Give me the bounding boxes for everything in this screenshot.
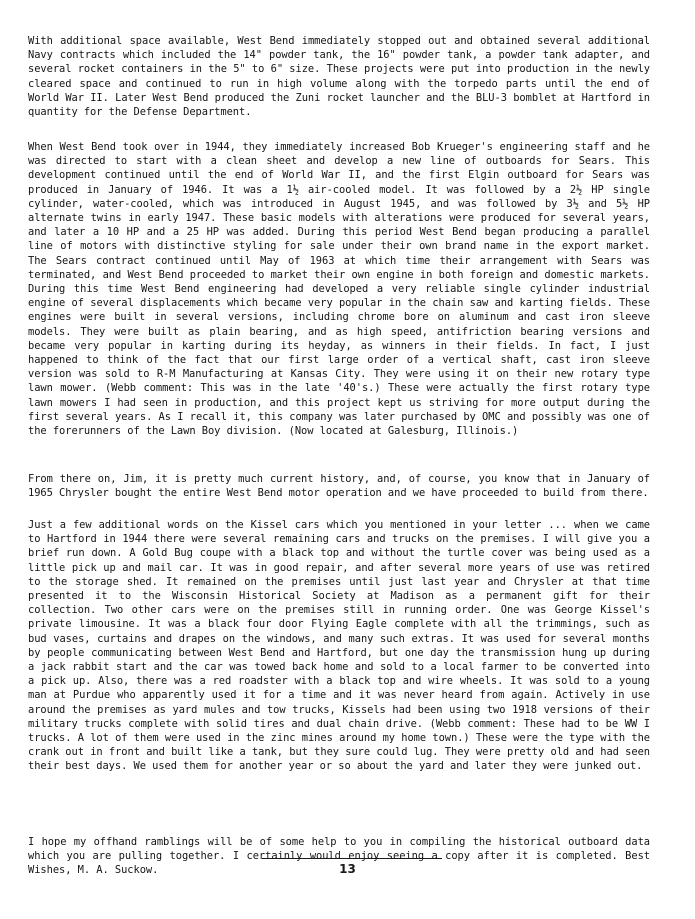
page-number: 13 [339, 862, 356, 876]
paragraph-chrysler-purchase: From there on, Jim, it is pretty much current history, and, of course, you know that in January of 1965 Chrysler bought the entire West Bend motor operation and we have proceeded to build from there. [28, 473, 650, 500]
paragraph-navy-contracts: With additional space available, West Bend immediately stopped out and obtained several additional Navy contracts which included the 14" powder tank, the 16" powder tank, a powder tank adapter, and several rocket containers in the 5" to 6" size. These projects were put into production in the newly cleared space and continued to run in high volume along with the torpedo parts until the end of World War II. Later West Bend produced the Zuni rocket launcher and the BLU-3 bomblet at Hartford in quantity for the Defense Department. [28, 35, 650, 119]
paragraph-sears-outboards: When West Bend took over in 1944, they immediately increased Bob Krueger's engineering staff and he was directed to start with a clean sheet and develop a new line of outboards for Sears. This development continued until the end of World War II, and the first Elgin outboard for Sears was produced in January of 1946. It was a 1½ air-cooled model. It was followed by a 2½ HP single cylinder, water-cooled, which was introduced in August 1945, and was followed by 3½ and 5½ HP alternate twins in early 1947. These basic models with alterations were produced for several years, and later a 10 HP and a 25 HP was added. During this period West Bend began producing a parallel line of motors with distinctive styling for sale under their own brand name in the export market. The Sears contract continued until May of 1963 at which time their arrangement with Sears was terminated, and West Bend proceeded to market their own engine in both foreign and domestic markets. During this time West Bend engineering had developed a very reliable single cylinder industrial engine of several displacements which became very popular in the chain saw and karting fields. These engines were built in several versions, including chrome bore on aluminum and cast iron sleeve models. They were built as plain bearing, and as high speed, antifriction bearing versions and became very popular in karting during its heyday, as winners in their fields. In fact, I just happened to think of the fact that our first large order of a vertical shaft, cast iron sleeve version was sold to R-M Manufacturing at Kansas City. They were using it on their new rotary type lawn mower. (Webb comment: This was in the late '40's.) These were actually the first rotary type lawn mowers I had seen in production, and this project kept us striving for more output during the first several years. As I recall it, this company was later purchased by OMC and possibly was one of the forerunners of the Lawn Boy division. (Now located at Galesburg, Illinois.) [28, 141, 650, 438]
footer-rule [262, 858, 442, 859]
paragraph-kissel-cars: Just a few additional words on the Kissel cars which you mentioned in your letter ... when we came to Hartford in 1944 there were several remaining cars and trucks on the premises. I will give you a brief run down. A Gold Bug coupe with a black top and without the turtle cover was being used as a little pick up and mail car. It was in good repair, and after several more years of use was retired to the storage shed. It remained on the premises until just last year and Chrysler at that time presented it to the Wisconsin Historical Society at Madison as a permanent gift for their collection. Two other cars were on the premises still in running order. One was George Kissel's private limousine. It was a black four door Flying Eagle complete with all the trimmings, such as bud vases, curtains and drapes on the windows, and many such extras. It was used for several months by people communicating between West Bend and Hartford, but one day the transmission hung up during a jack rabbit start and the car was towed back home and sold to a local farmer to be converted into a pick up. Also, there was a red roadster with a black top and wire wheels. It was sold to a young man at Purdue who apparently used it for a time and it was never heard from again. Actively in use around the premises as yard mules and tow trucks, Kissels had been using two 1918 versions of their military trucks complete with solid tires and dual chain drive. (Webb comment: These had to be WW I trucks. A lot of them were used in the zinc mines around my home town.) These were the type with the crank out in front and built like a tank, but they sure could lug. They were pretty old and had seen their best days. We used them for another year or so about the yard and later they were junked out. [28, 519, 650, 773]
paragraph-closing: I hope my offhand ramblings will be of some help to you in compiling the historical outboard data which you are pulling together. I certainly would enjoy seeing a copy after it is completed. Best Wishes, M. A. Suckow. [28, 836, 650, 877]
